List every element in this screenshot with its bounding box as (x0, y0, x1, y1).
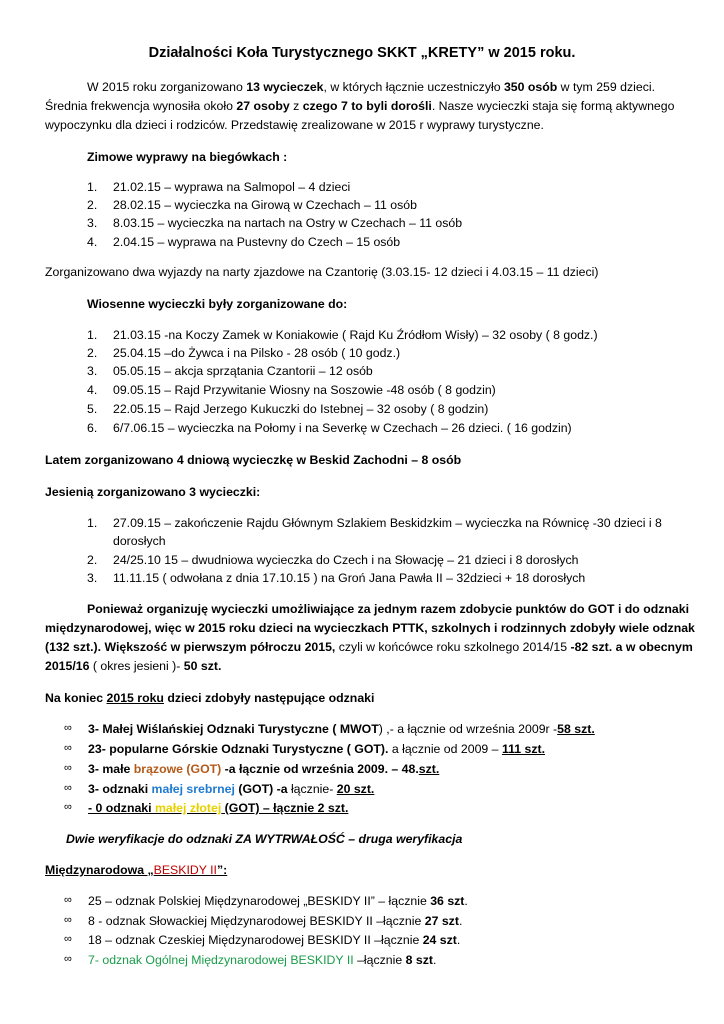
text: - 0 odznaki (88, 801, 155, 815)
item-text: 05.05.15 – akcja sprzątania Czantorii – 12 osób (113, 364, 373, 378)
text: 50 szt. (183, 659, 222, 673)
infinity-bullet-icon: ∞ (64, 894, 72, 906)
item-number: 4. (87, 235, 98, 249)
text: 2015 roku (106, 691, 164, 705)
intro-line-2 (45, 98, 674, 115)
infinity-bullet-icon: ∞ (64, 933, 72, 945)
text: 3- odznaki (88, 782, 152, 796)
text: 20 szt. (336, 782, 375, 796)
item-text: 22.05.15 – Rajd Jerzego Kukuczki do Istebnej – 32 osoby ( 8 godzin) (113, 402, 489, 416)
item-text: 21.02.15 – wyprawa na Salmopol – 4 dzieci (113, 180, 351, 194)
text: . Nasze wycieczki staja się formą aktywnego (431, 99, 675, 113)
text: (132 szt.). Większość w pierwszym półroczu 2015, (45, 640, 336, 654)
infinity-bullet-icon: ∞ (64, 722, 72, 734)
text: ”: (216, 863, 228, 877)
text: a łącznie od 2009 – (388, 742, 502, 756)
adults-count: czego 7 to byli dorośli (302, 99, 432, 113)
attendance-avg: 27 osoby (236, 99, 290, 113)
intl-heading (45, 862, 227, 879)
text: ) ,- a łącznie od września 2009r - (378, 722, 558, 736)
text: Dwie weryfikacje do odznaki ZA WYTRWAŁOŚĆ – druga weryfikacja (66, 832, 463, 846)
text: 27 szt (424, 914, 459, 928)
text: 18 – odznak Czeskiej Międzynarodowej BESKIDY II –łącznie (88, 933, 423, 947)
heading-text: Wiosenne wycieczki były zorganizowane do: (87, 297, 348, 311)
text: szt. (418, 762, 440, 776)
text: . (432, 953, 437, 967)
text: Międzynarodowa „ (45, 863, 154, 877)
text: łącznie- (290, 782, 337, 796)
text: - popularne Górskie Odznaki Turystyczne ( GOT). (101, 742, 389, 756)
document-title: Działalności Koła Turystycznego SKKT „KRETY” w 2015 roku. (148, 45, 576, 61)
heading-text: Zimowe wyprawy na biegówkach : (87, 150, 288, 164)
item-text: dorosłych (113, 534, 166, 548)
text: małej złotej (154, 801, 222, 815)
text: 3- Małej Wiślańskiej Odznaki Turystyczne ( MWOT (88, 722, 379, 736)
item-number: 6. (87, 421, 98, 435)
text: 111 szt. (501, 742, 546, 756)
intro-line-1 (87, 79, 655, 96)
spring-heading (87, 296, 347, 313)
text: 3- małe (88, 762, 134, 776)
infinity-bullet-icon: ∞ (64, 953, 72, 965)
item-number: 4. (87, 383, 98, 397)
summer-bold: Latem zorganizowano 4 dniową wycieczkę w Beskid Zachodni – 8 osób (45, 453, 462, 467)
item-text: 09.05.15 – Rajd Przywitanie Wiosny na Soszowie -48 osób ( 8 godzin) (113, 383, 496, 397)
text: międzynarodowej, więc w 2015 roku dzieci na wycieczkach PTTK, szkolnych i rodzinnych zdobyły wiele odznak (45, 621, 695, 635)
text: -82 szt. a w obecnym (570, 640, 693, 654)
item-number: 1. (87, 516, 98, 530)
item-number: 3. (87, 364, 98, 378)
item-text: 8.03.15 – wycieczka na nartach na Ostry w Czechach – 11 osób (113, 216, 463, 230)
text: W 2015 roku zorganizowano (87, 80, 247, 94)
text: brązowe (GOT) (133, 762, 222, 776)
text: w tym 259 dzieci. (557, 80, 655, 94)
item-number: 2. (87, 346, 98, 360)
summer-text (45, 452, 461, 469)
trips-count: 13 wycieczek (246, 80, 324, 94)
infinity-bullet-icon: ∞ (64, 762, 72, 774)
item-number: 2. (87, 198, 98, 212)
badges-par-line-2 (45, 620, 695, 637)
text: 23 (88, 742, 102, 756)
text: ( okres jesieni )- (89, 659, 184, 673)
text: (GOT) – łącznie 2 szt. (221, 801, 349, 815)
text: Na koniec (45, 691, 107, 705)
text: 58 szt. (557, 722, 595, 736)
text: z (289, 99, 303, 113)
text: 25 – odznak Polskiej Międzynarodowej „BESKIDY II” – łącznie (88, 894, 431, 908)
intro-line-3: wypoczynku dla dzieci i rodziców. Przedstawię zrealizowane w 2015 r wyprawy turystyczne. (45, 118, 544, 132)
text: Ponieważ organizuję wycieczki umożliwiające za jednym razem zdobycie punktów do GOT i do odznaki (87, 602, 689, 616)
text: 2015/16 (45, 659, 90, 673)
text: Średnia frekwencja wynosiła około (45, 99, 237, 113)
text: . (464, 894, 468, 908)
text: (GOT) -a (234, 782, 291, 796)
item-number: 2. (87, 553, 98, 567)
text: 24 szt (422, 933, 457, 947)
text: , w których łącznie uczestniczyło (323, 80, 504, 94)
text: czyli w końcówce roku szkolnego 2014/15 (335, 640, 571, 654)
text: 7- odznak Ogólnej Międzynarodowej BESKIDY II (88, 953, 358, 967)
badges-par-line-4 (45, 658, 221, 675)
item-text: 25.04.15 –do Żywca i na Pilsko - 28 osób ( 10 godz.) (113, 346, 401, 360)
item-number: 3. (87, 216, 98, 230)
infinity-bullet-icon: ∞ (64, 742, 72, 754)
item-text: 6/7.06.15 – wycieczka na Połomy i na Severkę w Czechach – 26 dzieci. ( 16 godzin) (113, 421, 572, 435)
heading-text: Jesienią zorganizowano 3 wycieczki: (45, 485, 261, 499)
winter-heading (87, 149, 287, 166)
verification-text (66, 831, 462, 848)
item-text: 28.02.15 – wycieczka na Girową w Czechach – 11 osób (113, 198, 417, 212)
text: 36 szt (430, 894, 465, 908)
text: małej srebrnej (151, 782, 235, 796)
text: -a łącznie od września 2009. – 48. (221, 762, 419, 776)
item-number: 3. (87, 571, 98, 585)
infinity-bullet-icon: ∞ (64, 914, 72, 926)
item-text: 27.09.15 – zakończenie Rajdu Głównym Szlakiem Beskidzkim – wycieczka na Równicę -30 dzieci i 8 (113, 516, 662, 530)
text: –łącznie (357, 953, 406, 967)
item-number: 1. (87, 328, 98, 342)
participants-count: 350 osób (503, 80, 558, 94)
item-number: 5. (87, 402, 98, 416)
item-number: 1. (87, 180, 98, 194)
text: 8 - odznak Słowackiej Międzynarodowej BESKIDY II –łącznie (88, 914, 425, 928)
item-text: 2.04.15 – wyprawa na Pustevny do Czech – 15 osób (113, 235, 401, 249)
text: dzieci zdobyły następujące odznaki (163, 691, 375, 705)
item-text: 24/25.10 15 – dwudniowa wycieczka do Czech i na Słowację – 21 dzieci i 8 dorosłych (113, 553, 579, 567)
text: . (458, 914, 463, 928)
text: 8 szt (405, 953, 433, 967)
infinity-bullet-icon: ∞ (64, 782, 72, 794)
item-text: 21.03.15 -na Koczy Zamek w Koniakowie ( Rajd Ku Źródłom Wisły) – 32 osoby ( 8 godz.) (113, 328, 598, 342)
infinity-bullet-icon: ∞ (64, 801, 72, 813)
text: BESKIDY II (153, 863, 217, 877)
autumn-heading (45, 484, 260, 501)
text: . (456, 933, 461, 947)
badges-par-line-3 (45, 639, 693, 656)
badges-par-line-1 (87, 601, 689, 618)
finally-heading (45, 690, 374, 707)
item-text: 11.11.15 ( odwołana z dnia 17.10.15 ) na Groń Jana Pawła II – 32dzieci + 18 dorosłych (113, 571, 586, 585)
ski-trips-text: Zorganizowano dwa wyjazdy na narty zjazdowe na Czantorię (3.03.15- 12 dzieci i 4.03.15 – 11 dzieci) (45, 265, 599, 279)
